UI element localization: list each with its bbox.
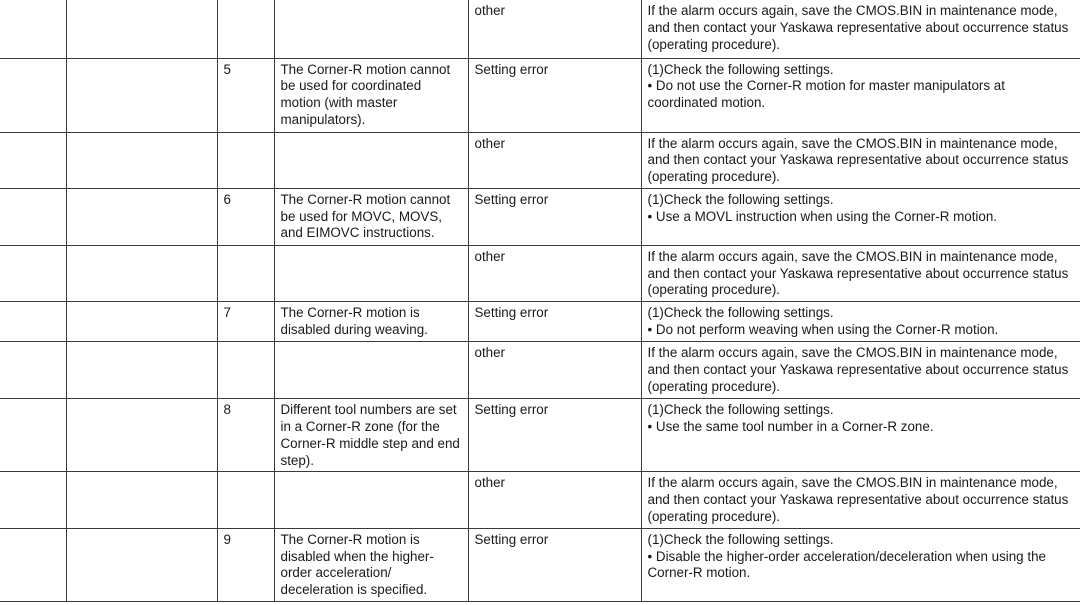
remedy-bullet: • Use the same tool number in a Corner-R zone. [647,419,934,435]
remedy-cell [641,399,1080,472]
alarm-name-cell [66,58,217,132]
sub-code-cell [217,245,274,301]
remedy-line: If the alarm occurs again, save the CMOS.BIN in maintenance mode, and then contact your Yaskawa representative about occurrence status (operating procedure). [647,475,1069,525]
remedy-cell [641,528,1080,601]
cause-cell [274,0,468,58]
alarm-number-cell [0,399,66,472]
sub-code-cell [217,132,274,188]
alarm-number-cell [0,472,66,528]
table-row [0,58,1080,132]
cause-cell: Different tool numbers are set in a Corner-R zone (for the Corner-R middle step and end step). [274,399,468,472]
remedy-line: (1)Check the following settings. [647,531,834,547]
remedy-bullet: • Disable the higher-order acceleration/deceleration when using the Corner-R motion. [647,548,1046,581]
cause-cell [274,132,468,188]
alarm-number-cell [0,245,66,301]
alarm-number-cell [0,0,66,58]
sub-code-cell [217,472,274,528]
error-type-cell: other [468,132,641,188]
remedy-cell [641,58,1080,132]
table-row [0,188,1080,245]
error-type-cell: other [468,0,641,58]
remedy-bullet: • Do not use the Corner-R motion for master manipulators at coordinated motion. [647,78,1005,111]
remedy-cell [641,302,1080,342]
alarm-name-cell [66,528,217,601]
remedy-cell [641,245,1080,301]
remedy-cell [641,472,1080,528]
table-row [0,528,1080,601]
table-row [0,245,1080,301]
cause-cell: The Corner-R motion cannot be used for MOVC, MOVS, and EIMOVC instructions. [274,188,468,245]
error-type-cell: other [468,472,641,528]
sub-code-cell [217,0,274,58]
alarm-name-cell [66,188,217,245]
cause-cell: The Corner-R motion cannot be used for coordinated motion (with master manipulators). [274,58,468,132]
error-type-cell: other [468,342,641,399]
alarm-name-cell [66,0,217,58]
remedy-line: (1)Check the following settings. [647,305,834,321]
error-type-cell: other [468,245,641,301]
sub-code-cell: 7 [217,302,274,342]
remedy-cell [641,0,1080,58]
table-row [0,472,1080,528]
table-row [0,0,1080,58]
remedy-line: If the alarm occurs again, save the CMOS.BIN in maintenance mode, and then contact your Yaskawa representative about occurrence status (operating procedure). [647,135,1069,185]
sub-code-cell: 9 [217,528,274,601]
cause-cell [274,472,468,528]
error-type-cell: Setting error [468,302,641,342]
alarm-name-cell [66,302,217,342]
sub-code-cell: 8 [217,399,274,472]
alarm-name-cell [66,245,217,301]
alarm-number-cell [0,188,66,245]
sub-code-cell: 5 [217,58,274,132]
alarm-name-cell [66,342,217,399]
error-type-cell: Setting error [468,528,641,601]
error-type-cell: Setting error [468,399,641,472]
remedy-line: If the alarm occurs again, save the CMOS.BIN in maintenance mode, and then contact your Yaskawa representative about occurrence status (operating procedure). [647,248,1069,298]
remedy-line: If the alarm occurs again, save the CMOS.BIN in maintenance mode, and then contact your Yaskawa representative about occurrence status (operating procedure). [647,345,1069,394]
table-row [0,399,1080,472]
alarm-name-cell [66,399,217,472]
remedy-bullet: • Use a MOVL instruction when using the Corner-R motion. [647,208,998,224]
cause-cell [274,342,468,399]
remedy-cell [641,342,1080,399]
error-type-cell: Setting error [468,58,641,132]
remedy-line: (1)Check the following settings. [647,61,834,77]
cause-cell: The Corner-R motion is disabled during weaving. [274,302,468,342]
alarm-name-cell [66,132,217,188]
alarm-name-cell [66,472,217,528]
remedy-line: If the alarm occurs again, save the CMOS.BIN in maintenance mode, and then contact your Yaskawa representative about occurrence status (operating procedure). [647,3,1069,52]
remedy-cell [641,132,1080,188]
table-row [0,302,1080,342]
remedy-line: (1)Check the following settings. [647,402,834,418]
cause-cell [274,245,468,301]
table-row [0,342,1080,399]
alarm-number-cell [0,58,66,132]
error-type-cell: Setting error [468,188,641,245]
sub-code-cell: 6 [217,188,274,245]
remedy-line: (1)Check the following settings. [647,191,834,207]
sub-code-cell [217,342,274,399]
remedy-bullet: • Do not perform weaving when using the Corner-R motion. [647,322,999,338]
alarm-number-cell [0,302,66,342]
table-row [0,132,1080,188]
alarm-number-cell [0,528,66,601]
cause-cell: The Corner-R motion is disabled when the higher-order acceleration/ deceleration is specified. [274,528,468,601]
alarm-number-cell [0,132,66,188]
remedy-cell [641,188,1080,245]
alarm-number-cell [0,342,66,399]
